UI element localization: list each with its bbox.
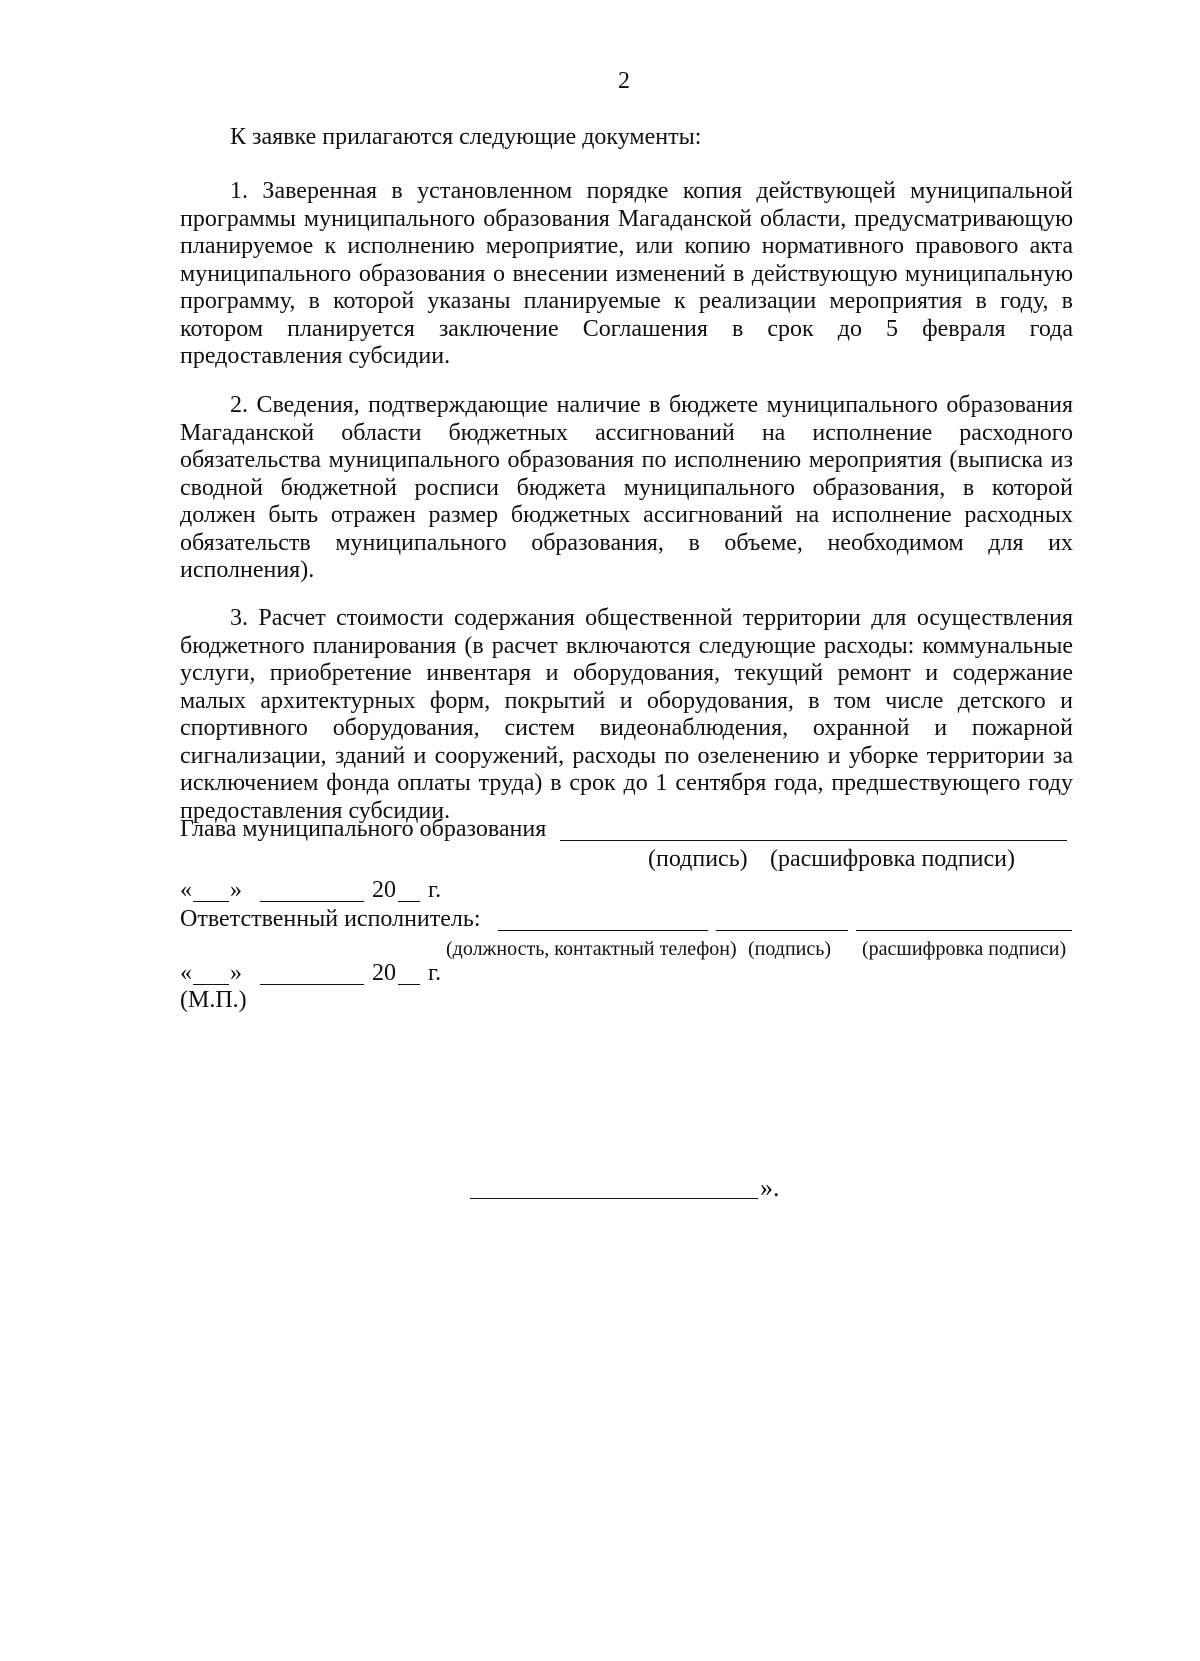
- head-signature-label: Глава муниципального образования: [180, 816, 547, 842]
- executor-caption-position: (должность, контактный телефон): [446, 938, 737, 960]
- date-year-suffix-2: г.: [428, 960, 442, 986]
- date-month-line-1: [260, 901, 364, 902]
- head-signature-line: [560, 840, 1067, 841]
- page-number: 2: [618, 68, 630, 94]
- date-close-quote-2: »: [230, 960, 242, 986]
- date-month-line-2: [260, 984, 364, 985]
- head-caption-signature: (подпись): [648, 846, 748, 872]
- date-year-prefix-2: 20: [372, 960, 396, 986]
- attachment-item-1: 1. Заверенная в установленном порядке копия действующей муниципальной программы муниципального образования Магаданской области, предусматривающую планируемое к исполнению мероприятие, или копию нормативного правового акта муниципального образования о внесении изменений в действующую муниципальную программу, в которой указаны планируемые к реализации мероприятия в году, в котором планируется заключение Соглашения в срок до 5 февраля года предоставления субсидии.: [180, 178, 1073, 369]
- executor-position-line: [498, 930, 708, 931]
- date-day-line-1: [193, 901, 229, 902]
- attachment-item-3: 3. Расчет стоимости содержания общественной территории для осуществления бюджетного планирования (в расчет включаются следующие расходы: коммунальные услуги, приобретение инвентаря и оборудования, текущий ремонт и содержание малых архитектурных форм, покрытий и оборудования, в том числе детского и спортивного оборудования, систем видеонаблюдения, охранной и пожарной сигнализации, зданий и сооружений, расходы по озеленению и уборке территории за исключением фонда оплаты труда) в срок до 1 сентября года, предшествующего году предоставления субсидии.: [180, 605, 1073, 824]
- date-year-suffix-1: г.: [428, 877, 442, 903]
- closing-quote: ».: [760, 1173, 780, 1202]
- date-open-quote-2: «: [180, 960, 192, 986]
- attachment-item-2: 2. Сведения, подтверждающие наличие в бюджете муниципального образования Магаданской области бюджетных ассигнований на исполнение расходного обязательства муниципального образования по исполнению мероприятия (выписка из сводной бюджетной росписи бюджета муниципального образования, в которой должен быть отражен размер бюджетных ассигнований на исполнение расходных обязательств муниципального образования, в объеме, необходимом для их исполнения).: [180, 392, 1073, 583]
- date-day-line-2: [193, 984, 229, 985]
- head-caption-decoding: (расшифровка подписи): [770, 846, 1015, 872]
- closing-line: [470, 1198, 758, 1199]
- executor-label: Ответственный исполнитель:: [180, 906, 481, 932]
- date-year-prefix-1: 20: [372, 877, 396, 903]
- attachments-intro: К заявке прилагаются следующие документы:: [230, 124, 702, 150]
- executor-decoding-line: [856, 930, 1072, 931]
- date-close-quote-1: »: [230, 877, 242, 903]
- date-year-line-1: [398, 901, 420, 902]
- seal-placeholder: (М.П.): [180, 987, 247, 1013]
- date-open-quote-1: «: [180, 877, 192, 903]
- executor-caption-signature: (подпись): [748, 938, 832, 960]
- executor-signature-line: [716, 930, 848, 931]
- date-year-line-2: [398, 984, 420, 985]
- executor-caption-decoding: (расшифровка подписи): [862, 938, 1067, 960]
